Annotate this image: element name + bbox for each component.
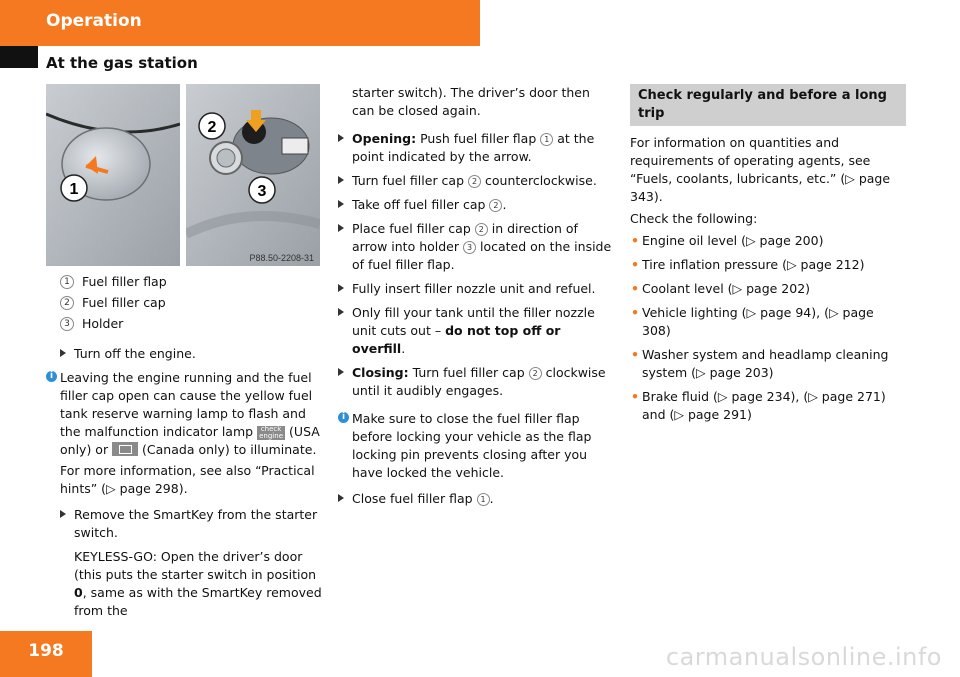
checklist-item: • Brake fluid (▷ page 234), (▷ page 271) and (▷ page 291) xyxy=(631,389,886,422)
bullet-icon: • xyxy=(631,281,639,296)
column-middle: starter switch). The driver’s door then can be closed again. Opening: Push fuel filler flap 1 at the point indicated by the arrow. Turn fuel filler cap 2 counterclockwise. Take off fuel filler cap 2 . Place fuel filler cap 2 in direction of arrow into holder 3 located on the inside of fuel filler flap. Fully insert filler nozzle unit and refuel. Only fill your tank until the filler nozzle unit cuts out – do not top off or overfill. Closing: Turn fuel filler cap 2 clockwise until it audibly engages. i Make sure to close the fuel filler flap before locking your vehicle as the flap locking pin prevents closing after you have locked the vehicle. Close fuel filler flap 1 . xyxy=(338,84,616,514)
checklist-item: • Coolant level (▷ page 202) xyxy=(631,281,811,296)
info-note: i Leaving the engine running and the fuel filler cap open can cause the yellow fuel tank reserve warning lamp to flash and the malfunction indicator lamp check engine (USA only) or (Canada only) to illuminate. For more information, see also “Practical hints” (▷ page 298). xyxy=(46,369,325,498)
checklist-item: • Vehicle lighting (▷ page 94), (▷ page 308) xyxy=(631,305,874,338)
bullet-icon: • xyxy=(631,347,639,362)
chapter-title: Operation xyxy=(46,11,142,31)
legend-item: 1 Fuel filler flap xyxy=(60,273,325,291)
callout-2-label: 2 xyxy=(207,119,217,136)
callout-3-label: 3 xyxy=(257,183,267,200)
column-right: Check regularly and before a long trip For information on quantities and requirements of operating agents, see “Fuels, coolants, lubricants, etc.” (▷ page 343). Check the following: • Engine oil level (▷ page 200) • Tire inflation pressure (▷ page 212) • Coolant level (▷ page 202) • Vehicle lighting (▷ page 94), (▷ page 308) • Washer system and headlamp cleaning system (▷ page 203) • Brake fluid (▷ page 234), (▷ page 271) and (▷ page 291) xyxy=(630,84,906,430)
page-number: 198 xyxy=(28,641,64,661)
legend-item: 3 Holder xyxy=(60,315,325,333)
check-engine-lamp-icon: check engine xyxy=(257,426,285,440)
step-item: Turn fuel filler cap 2 counterclockwise. xyxy=(338,172,616,190)
step-arrow-icon xyxy=(338,200,344,208)
legend-item: 2 Fuel filler cap xyxy=(60,294,325,312)
info-icon: i xyxy=(46,371,57,382)
watermark: carmanualsonline.info xyxy=(665,643,942,671)
section-title: At the gas station xyxy=(46,54,198,72)
photo-ref-code: P88.50-2208-31 xyxy=(249,253,314,263)
step-arrow-icon xyxy=(338,494,344,502)
bullet-icon: • xyxy=(631,233,639,248)
step-arrow-icon xyxy=(338,224,344,232)
bullet-icon: • xyxy=(631,257,639,272)
step-item: Close fuel filler flap 1 . xyxy=(338,490,616,508)
step-item: Only fill your tank until the filler nozzle unit cuts out – do not top off or overfill. xyxy=(338,304,616,358)
header-tab xyxy=(0,46,38,68)
step-arrow-icon xyxy=(60,349,66,357)
step-item: Fully insert filler nozzle unit and refuel. xyxy=(338,280,616,298)
page-number-box xyxy=(0,631,92,677)
bullet-icon: • xyxy=(631,305,639,320)
info-note: i Make sure to close the fuel filler flap before locking your vehicle as the flap locking pin prevents closing after you have locked the vehicle. xyxy=(338,410,616,482)
info-icon: i xyxy=(338,412,349,423)
step-arrow-icon xyxy=(338,308,344,316)
checklist-item: • Engine oil level (▷ page 200) xyxy=(631,233,824,248)
step-arrow-icon xyxy=(338,176,344,184)
checklist-heading: Check regularly and before a long trip xyxy=(630,84,906,126)
step-item: Opening: Push fuel filler flap 1 at the point indicated by the arrow. xyxy=(338,130,616,166)
step-arrow-icon xyxy=(60,510,66,518)
step-item: Closing: Turn fuel filler cap 2 clockwise until it audibly engages. xyxy=(338,364,616,400)
column-left: 1 Fuel filler flap 2 Fuel filler cap 3 Holder Turn off the engine. i Leaving the engine running and the fuel filler cap open can cause the yellow fuel tank reserve warning lamp to flash and the malfunction indicator lamp check engine (USA only) or (Canada only) to illuminate. For more information, see also “Practical hints” (▷ page 298). Remove the SmartKey from the starter switch. KEYLESS-GO: Open the driver’s door (this puts the starter switch in position 0, same as with the SmartKey removed from the xyxy=(60,273,325,620)
checklist-item: • Washer system and headlamp cleaning system (▷ page 203) xyxy=(631,347,889,380)
photo-filler-flap xyxy=(46,84,180,266)
checklist-item: • Tire inflation pressure (▷ page 212) xyxy=(631,257,865,272)
step-arrow-icon xyxy=(338,368,344,376)
header-bar xyxy=(0,0,480,46)
bullet-icon: • xyxy=(631,389,639,404)
engine-lamp-icon xyxy=(112,442,138,456)
step-item: Place fuel filler cap 2 in direction of arrow into holder 3 located on the inside of fuel filler flap. xyxy=(338,220,616,274)
callout-1-label: 1 xyxy=(69,181,79,198)
step-item: Take off fuel filler cap 2 . xyxy=(338,196,616,214)
photo-filler-open xyxy=(186,84,320,266)
step-item: Turn off the engine. xyxy=(60,345,325,363)
step-item: Remove the SmartKey from the starter switch. xyxy=(60,506,325,542)
step-arrow-icon xyxy=(338,284,344,292)
step-arrow-icon xyxy=(338,134,344,142)
